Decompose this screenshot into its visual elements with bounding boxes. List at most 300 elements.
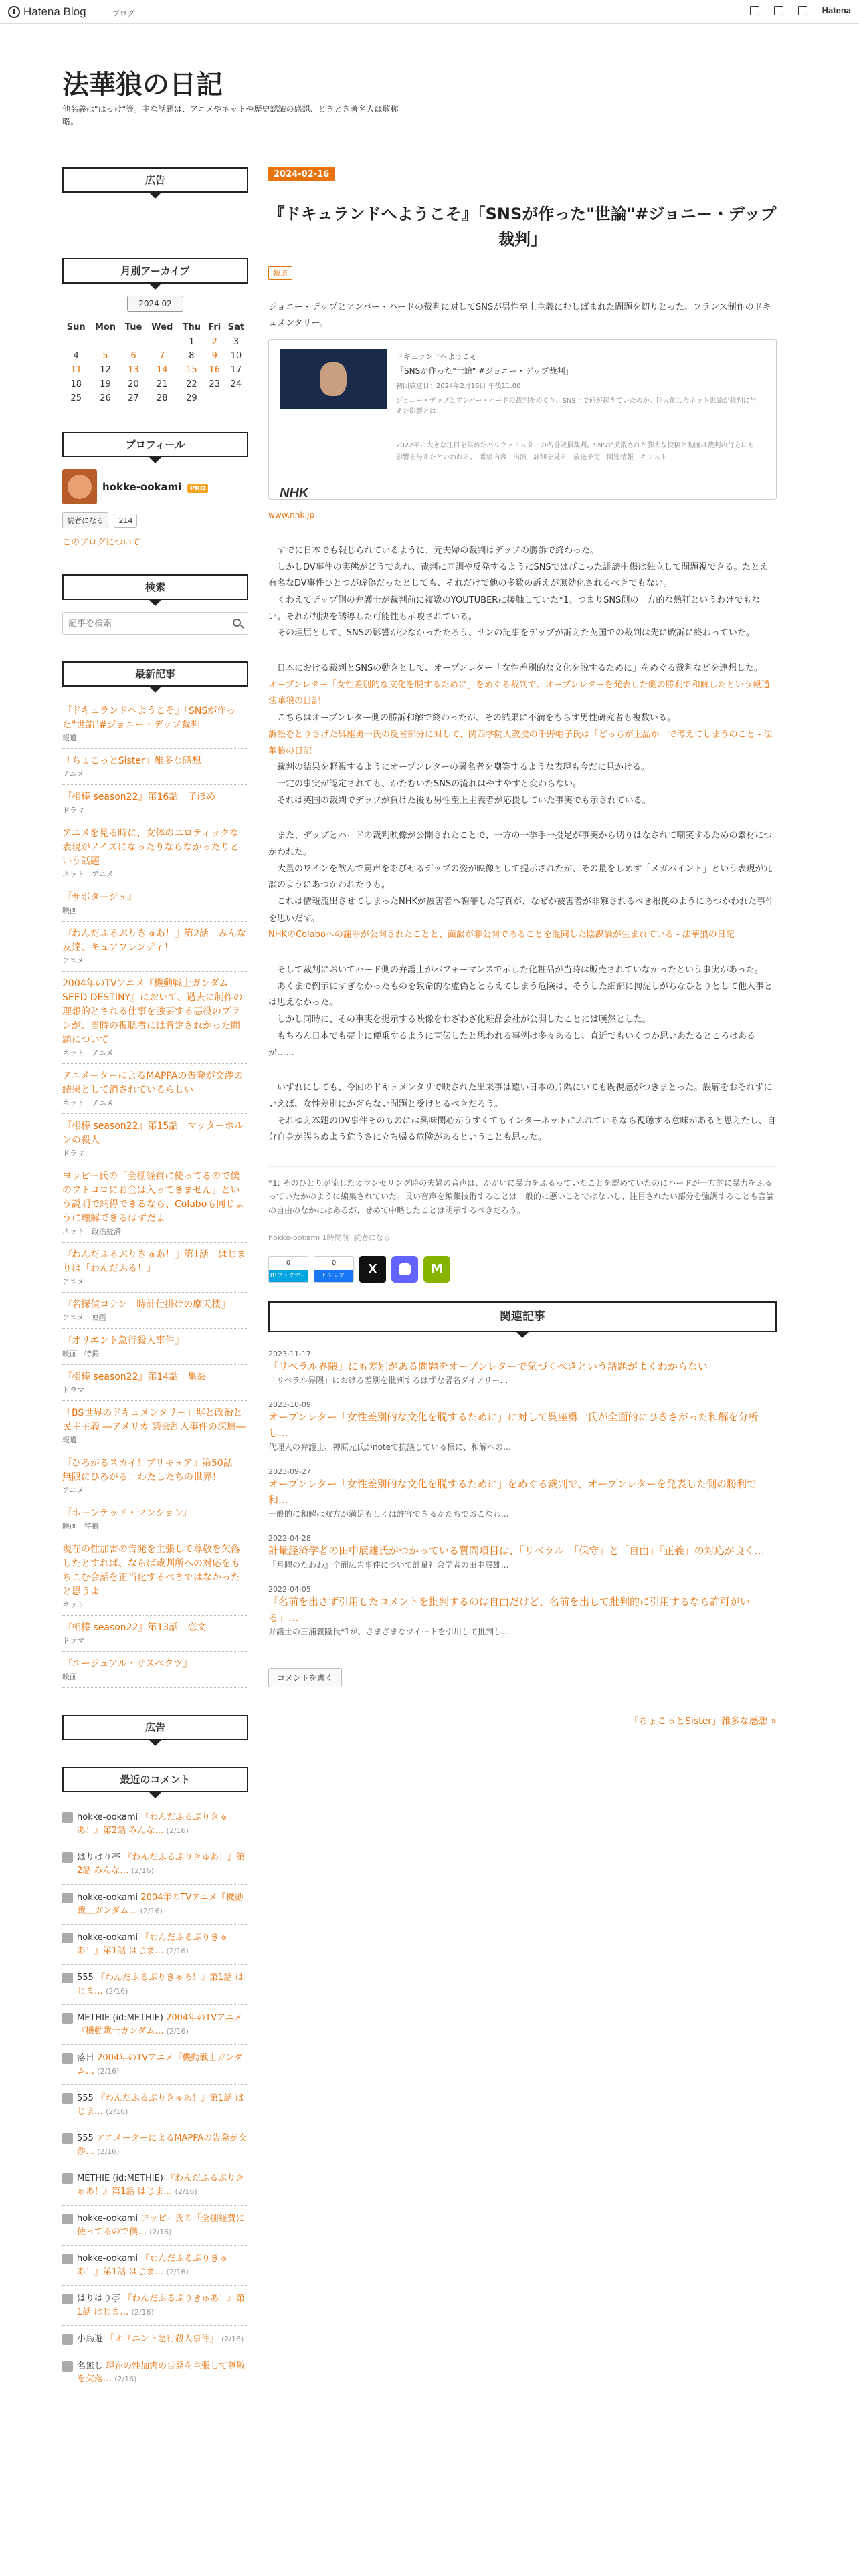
recent-entry-link[interactable]: アニメーターによるMAPPAの告発が交渉の結果として消されているらしい <box>62 1071 244 1095</box>
recent-entry-item <box>62 1243 248 1293</box>
related-entry <box>268 1467 777 1519</box>
recent-entry-link[interactable]: 『相棒 season22』第15話 マッターホルンの殺人 <box>62 1121 244 1146</box>
write-entry-link[interactable] <box>750 6 762 15</box>
comment-user-icon <box>62 1893 73 1903</box>
comment-body <box>77 1811 248 1837</box>
paragraph-gap <box>268 642 777 661</box>
hatena-bookmark-button[interactable] <box>268 1256 308 1292</box>
recent-entry-item <box>62 1064 248 1114</box>
misskey-share-button[interactable]: M <box>423 1256 450 1283</box>
comments-title: 最近のコメント <box>62 1767 248 1792</box>
embed-site: ドキュランドへようこそ <box>396 352 477 362</box>
related-entry <box>268 1350 777 1386</box>
related-entry <box>268 1534 777 1570</box>
reader-button[interactable]: 読者になる <box>62 512 108 528</box>
related-link[interactable]: オープンレター「女性差別的な文化を脱するために」に対して呉座勇一氏が全面的にひきさがった和解を分析し… <box>268 1411 759 1440</box>
comment-entry-link[interactable]: 『わんだふるぷりきゅあ！』第1話 はじま… <box>77 2093 244 2117</box>
entry-paragraph: そして裁判においてハード側の弁護士がパフォーマンスで示した化粧品が当時は販売されていなかったという事実があった。 <box>268 965 763 976</box>
embed-source[interactable]: www.nhk.jp <box>268 510 315 520</box>
ad-title: 広告 <box>62 167 248 193</box>
recent-entry-link[interactable]: 『相棒 season22』第13話 恋文 <box>62 1622 207 1633</box>
blog-title[interactable]: 法華狼の日記 <box>62 70 223 100</box>
calendar-day[interactable]: 8 <box>189 351 195 361</box>
calendar-row <box>62 349 248 363</box>
entry-paragraph: もちろん日本でも売上に便乗するように宣伝したと思われる事例は多々あるし、直近でもいくつか思いあたるところはあるが…… <box>268 1031 756 1058</box>
comment-entry-link[interactable]: 『わんだふるぷりきゅあ！』第2話 みんな… <box>77 1852 246 1876</box>
calendar-day[interactable]: 26 <box>100 393 111 403</box>
dashboard-icon <box>774 6 783 15</box>
recent-entry-item <box>62 749 248 785</box>
comment-entry-link[interactable]: 2004年のTVアニメ『機動戦士ガンダム… <box>77 1893 244 1916</box>
comment-item <box>62 1965 248 2005</box>
recent-entry-category[interactable]: アニメ <box>62 1486 84 1495</box>
calendar-day[interactable]: 16 <box>209 365 220 375</box>
mastodon-share-button[interactable] <box>391 1256 418 1283</box>
entry-paragraph: 一定の事実が認定されても、かたむいたSNSの流れはやすやすと変わらない。 <box>268 778 582 789</box>
recent-entry-link[interactable]: 『ドキュランドへようこそ』「SNSが作った"世論"#ジョニー・デップ裁判」 <box>62 706 236 730</box>
archive-title: 月別アーカイブ <box>62 258 248 284</box>
entry-paragraph: 裁判の結果を軽視するようにオープンレターの署名者を嘲笑するような表現も今だに見かける。 <box>268 762 650 773</box>
embed-desc2: 2022年に大きな注目を集めたハリウッドスターの名誉毀損裁判。SNSで拡散された膨大な投稿と動画は裁判の行方にも影響を与えたといわれる。 番組内容 出演 詳細を見る 放送予定 関連情報 キャスト <box>396 442 755 462</box>
comment-item <box>62 2005 248 2045</box>
calendar-header-cell: Mon <box>94 322 116 332</box>
related-date: 2023-10-09 <box>268 1400 311 1410</box>
calendar-day[interactable]: 29 <box>186 393 197 403</box>
comment-body <box>77 2172 248 2198</box>
entry-paragraph: しかし同時に、その事実を提示する映像をわざわざ化粧品会社が公開したことには嘆然とした。 <box>268 1014 652 1025</box>
related-date: 2023-11-17 <box>268 1350 311 1359</box>
comment-entry-link[interactable]: 『わんだふるぷりきゅあ！』第1話 はじま… <box>77 2294 246 2317</box>
related-snippet: 一般的に和解は双方が満足もしくは許容できるかたちでおこなわ… <box>268 1509 509 1519</box>
profile <box>62 469 248 504</box>
entry-paragraph: それゆえ本題のDV事件そのものには興味関心がうすくてもインターネットにふれているなら視聴する意味があると思えたし、自分自身が誤らぬよう危うさに立ち帰る危険があるということも思った。 <box>268 1115 776 1143</box>
calendar-day[interactable]: 20 <box>128 379 139 389</box>
comment-entry-link[interactable]: 『わんだふるぷりきゅあ！』第1話 はじま… <box>77 1973 244 1996</box>
category-tag[interactable]: 報道 <box>268 266 292 280</box>
recent-entry-item <box>62 1451 248 1501</box>
comment-body <box>77 2212 248 2238</box>
comment-user[interactable]: 名無し <box>77 2361 104 2371</box>
recent-entry-category[interactable]: ドラマ <box>62 1386 84 1394</box>
entry-paragraph: いずれにしても、今回のドキュメンタリで映された出来事は遠い日本の片隅にいても既視感がつきまとった。誤解をおそれずにいえば、女性差別にかぎらない問題と受けとるべきだろう。 <box>268 1083 773 1109</box>
related-entry <box>268 1400 777 1453</box>
related-entry <box>268 1585 777 1637</box>
write-comment-button[interactable]: コメントを書く <box>268 1668 342 1687</box>
calendar-row <box>62 377 248 391</box>
comment-user-icon <box>62 2053 73 2064</box>
profile-title: プロフィール <box>62 432 248 457</box>
calendar-day[interactable]: 19 <box>100 379 111 389</box>
recent-entry-category[interactable]: アニメ 映画 <box>62 1313 106 1322</box>
comment-entry-link[interactable]: 『わんだふるぷりきゅあ！』第1話 はじま… <box>77 2173 245 2197</box>
recent-entry-link[interactable]: 「BS世界のドキュメンタリー」塀と政治と民主主義 ―アメリカ 議会乱入事件の深層― <box>62 1408 246 1432</box>
recent-entry-category[interactable]: 映画 <box>62 906 77 915</box>
comment-item <box>62 2246 248 2286</box>
recent-entry-category[interactable]: ネット アニメ <box>62 870 114 879</box>
recent-entry-category[interactable]: 映画 <box>62 1673 77 1681</box>
calendar-header-cell: Wed <box>151 322 173 332</box>
embed-date: 初回放送日：2024年2月16日 午後11:00 <box>396 383 521 391</box>
recent-entry-link[interactable]: 『オリエント急行殺人事件』 <box>62 1335 184 1346</box>
calendar-header-cell: Sat <box>227 322 245 332</box>
calendar-day[interactable]: 17 <box>230 365 242 375</box>
calendar-day <box>62 335 90 349</box>
bell-icon <box>798 6 807 15</box>
comment-user[interactable]: hokke-ookami <box>77 1933 138 1943</box>
calendar-header-cell: Tue <box>124 322 142 332</box>
calendar-day[interactable]: 23 <box>209 379 220 389</box>
recent-entry-link[interactable]: 『相棒 season22』第14話 亀裂 <box>62 1372 207 1382</box>
blog-description: 他名義は"はっけ"等。主な話題は、アニメやネットや歴史認識の感想、ときどき著名人は敬称略。 <box>62 104 399 127</box>
recent-entry-link[interactable]: 「ちょこっとSister」雑多な感想 <box>62 756 201 766</box>
related-list <box>268 1350 777 1637</box>
paragraph-gap <box>268 944 777 962</box>
about-blog-link[interactable]: このブログについて <box>62 538 140 548</box>
entry-paragraph: また、デップとハードの裁判映像が公開されたことで、一方の一挙手一投足が事実から切りはなされて嘲笑するための素材につかわれた。 <box>268 831 773 857</box>
calendar-day[interactable]: 10 <box>230 351 242 361</box>
recent-entry-category[interactable]: ドラマ <box>62 806 84 815</box>
entry-date[interactable]: 2024-02-16 <box>268 167 335 181</box>
recent-entry-link[interactable]: 『わんだふるぷりきゅあ！』第1話 はじまりは「わんだふる！」 <box>62 1249 246 1274</box>
comment-date: (2/16) <box>97 2066 120 2076</box>
comment-body <box>77 2252 248 2278</box>
comment-user-icon <box>62 2254 73 2264</box>
recent-entry-category[interactable]: 報道 <box>62 734 77 742</box>
comment-item <box>62 1844 248 1885</box>
global-menu[interactable]: ブログ <box>112 9 134 18</box>
entry-paragraph: しかしDV事件の実態がどうであれ、裁判に同調や反発するようにSNSではびこった誹謗中傷は独立して問題視できる。たとえ有名なDV事件ひとつが虚偽だったとしても、それだけで他の多数の訴えが無効化されるべきでもない。 <box>268 562 769 589</box>
related-snippet: 代理人の弁護士、神原元氏がnoteで抗議している様に、和解への… <box>268 1442 512 1453</box>
entry-paragraph: その理屈として、SNSの影響が少なかったたろう、サンの記事をデップが訴えた英国での裁判は先に敗訴に終わっていた。 <box>268 628 755 639</box>
recent-entry-link[interactable]: 『ホーンテッド・マンション』 <box>62 1508 193 1519</box>
calendar-day[interactable]: 12 <box>100 365 111 375</box>
recent-entry-link[interactable]: 『ユージュアル・サスペクツ』 <box>62 1658 193 1669</box>
related-link[interactable]: 「リベラル界隈」にも差別がある問題をオープンレターで気づくべきという話題がよくわからない <box>268 1360 708 1373</box>
embed-desc: ジョニー・デップとアンバー・ハードの裁判をめぐり、SNS上で何が起きていたのか。巨大化したネット世論が裁判に与えた影響とは… <box>396 397 757 416</box>
comment-user[interactable]: 555 <box>77 1973 94 1983</box>
comment-date: (2/16) <box>131 1866 154 1875</box>
recent-module <box>62 661 248 1688</box>
comment-entry-link[interactable]: 『オリエント急行殺人事件』 <box>106 2334 219 2344</box>
comment-body <box>77 2360 248 2386</box>
comment-date: (2/16) <box>166 1946 189 1955</box>
comment-body <box>77 2012 248 2038</box>
blog-card-link[interactable]: NHKのColaboへの謝罪が公開されたことと、面談が非公開であることを混同した陰謀論が生まれている - 法華狼の日記 <box>268 930 735 940</box>
recent-entry-item <box>62 1616 248 1652</box>
comment-date: (2/16) <box>166 2267 189 2276</box>
comment-entry-link[interactable]: 2004年のTVアニメ『機動戦士ガンダム… <box>77 2053 243 2076</box>
recent-entry-category[interactable]: ドラマ <box>62 1149 84 1158</box>
hatena-brand[interactable]: Hatena <box>822 5 851 15</box>
calendar-day[interactable]: 13 <box>128 365 139 375</box>
comment-body <box>77 1891 248 1917</box>
recent-entry-link[interactable]: 『わんだふるぷりきゅあ！』第2話 みんな友達、キュアフレンディ！ <box>62 928 246 953</box>
comment-entry-link[interactable]: 現在の性加害の告発を主張して尊敬を欠落… <box>77 2361 246 2384</box>
fb-count: 0 <box>331 1259 337 1267</box>
reader-count: 214 <box>114 514 137 528</box>
comment-date: (2/16) <box>140 1906 163 1915</box>
related-link[interactable]: オープンレター「女性差別的な文化を脱するために」をめぐる裁判で、オープンレターを発表した側の勝利で和… <box>268 1478 757 1507</box>
recent-entry-item <box>62 885 248 922</box>
ad-space <box>62 205 248 231</box>
blog-card-link[interactable]: 訴訟をとりさげた呉座勇一氏の反省部分に対して、関西学院大教授の千野帽子氏は「どっちが上品か」で考えてしまうのこと - 法華狼の日記 <box>268 729 773 756</box>
calendar-day[interactable]: 14 <box>156 365 168 375</box>
recent-entry-category[interactable]: 映画 特撮 <box>62 1522 99 1531</box>
search-input[interactable] <box>63 613 223 634</box>
comment-date: (2/16) <box>131 2307 154 2317</box>
comment-user[interactable]: METHIE (id:METHIE) <box>77 2173 163 2183</box>
comment-date: (2/16) <box>166 1826 189 1835</box>
calendar-day[interactable]: 3 <box>233 337 240 347</box>
comment-user[interactable]: はりはり亭 <box>77 2294 121 2304</box>
calendar-day[interactable]: 5 <box>102 351 108 361</box>
recent-entry-category[interactable]: ネット アニメ <box>62 1099 114 1107</box>
embed-heading: 「SNSが作った"世論" #ジョニー・デップ裁判」 <box>396 366 573 377</box>
recent-entry-link[interactable]: 現在の性加害の告発を主張して尊敬を欠落したとすれば、ならば裁判所への対応をもちこむ会話を正当化するべきではなかったと思うよ <box>62 1544 240 1597</box>
comment-entry-link[interactable]: 『わんだふるぷりきゅあ！』第1話 はじま… <box>77 1933 228 1956</box>
blog-card-link[interactable]: オープンレター「女性差別的な文化を脱するために」をめぐる裁判で、オープンレターを発表した側の勝利で和解したという報道 - 法華狼の日記 <box>268 679 776 707</box>
comment-user-icon <box>62 1812 73 1823</box>
comment-user-icon <box>62 2334 73 2345</box>
entry-paragraph: あくまで例示にすぎなかったものを致命的な虚偽ととらえてしまう危険は、そうした細部に拘泥しがちなひとりとして他人事とは思えなかった。 <box>268 981 773 1008</box>
profile-name[interactable]: hokke-ookami <box>102 481 182 493</box>
entry-paragraphs <box>268 543 777 1146</box>
recent-entry-category[interactable]: 報道 <box>62 1436 77 1444</box>
calendar-day[interactable]: 6 <box>130 351 136 361</box>
calendar-day[interactable]: 15 <box>186 365 197 375</box>
comment-list <box>62 1804 248 2393</box>
entry-paragraph: 大量のワインを飲んで罵声をあびせるデップの姿が映像として提示されたが、その量をしめす「メガパイント」という表現が冗談のようにあつかわれたりも。 <box>268 863 773 891</box>
comment-user-icon <box>62 2133 73 2144</box>
search-box <box>62 612 248 635</box>
x-share-button[interactable]: X <box>359 1256 386 1283</box>
comment-user-icon <box>62 1973 73 1983</box>
related-date: 2022-04-28 <box>268 1534 311 1543</box>
comment-user-icon <box>62 2214 73 2224</box>
recent-entry-item <box>62 1293 248 1329</box>
bookmark-count: 0 <box>286 1259 291 1267</box>
embed-card[interactable] <box>268 339 777 500</box>
recent-entry-link[interactable]: ヨッピー氏の「全棚経費に使ってるので僕のフトコロにお金は入ってきません」という説明で納得できるなら、Colaboも同じように理解できるはずだよ <box>62 1171 245 1224</box>
comment-user[interactable]: hokke-ookami <box>77 2214 138 2224</box>
comment-body <box>77 2052 248 2078</box>
comment-body <box>77 1971 248 1998</box>
comment-item <box>62 1885 248 1925</box>
calendar-day[interactable]: 1 <box>189 337 195 347</box>
comment-item <box>62 2045 248 2085</box>
recent-entry-item <box>62 1401 248 1451</box>
calendar-day[interactable]: 7 <box>159 351 165 361</box>
comment-body <box>77 2092 248 2118</box>
recent-entry-category[interactable]: ネット 政治経済 <box>62 1227 121 1236</box>
search-icon[interactable] <box>233 619 241 627</box>
nhk-logo: NHK <box>280 486 309 501</box>
comment-date: (2/16) <box>149 2227 172 2236</box>
entry-footer <box>268 1232 777 1243</box>
archive-module <box>62 258 248 405</box>
related-snippet: 弁護士の三浦義隆氏*1が、さまざまなツイートを引用して批判し… <box>268 1627 510 1637</box>
entry-title[interactable]: 『ドキュランドへようこそ』「SNSが作った"世論"#ジョニー・デップ裁判」 <box>268 205 777 249</box>
recent-entry-link[interactable]: 『相棒 season22』第16話 子ほめ <box>62 792 216 802</box>
recent-entry-category[interactable]: ネット <box>62 1600 84 1609</box>
comment-user[interactable]: はりはり亭 <box>77 1852 121 1862</box>
global-header <box>0 0 859 24</box>
calendar-day[interactable]: 22 <box>186 379 197 389</box>
comment-item <box>62 2353 248 2393</box>
comment-entry-link[interactable]: 『わんだふるぷりきゅあ！』第1話 はじま… <box>77 2254 228 2277</box>
related-snippet: 『月曜のたわわ』全面広告事件について計量社会学者の田中辰雄… <box>268 1560 509 1570</box>
calendar-day[interactable]: 27 <box>128 393 139 403</box>
comment-user-icon <box>62 2013 73 2024</box>
comment-body <box>77 1851 248 1877</box>
calendar-day[interactable]: 11 <box>70 365 82 375</box>
entry-paragraph: くわえてデップ側の弁護士が裁判前に複数のYOUTUBERに接触していた*1。つまりSNS側の一方的な熱狂というわけでもない。それが判決を誘導した可能性も示唆されている。 <box>268 595 761 622</box>
global-header-right <box>750 5 851 15</box>
comment-user[interactable]: 555 <box>77 2133 94 2143</box>
recent-entry-category[interactable]: アニメ <box>62 770 84 778</box>
recent-entry-item <box>62 785 248 821</box>
calendar-day <box>121 335 147 349</box>
comment-item <box>62 1925 248 1965</box>
calendar-day[interactable]: 25 <box>70 393 82 403</box>
related-snippet: 「リベラル界隈」における差別を批判するはずな署名ダイアリー… <box>268 1376 508 1386</box>
comment-item <box>62 2286 248 2326</box>
calendar-day <box>205 391 224 405</box>
calendar-row <box>62 335 248 349</box>
comment-user-icon <box>62 2294 73 2304</box>
comment-user-icon <box>62 1933 73 1943</box>
entry-body <box>268 300 777 1217</box>
recent-entry-category[interactable]: アニメ <box>62 956 84 965</box>
recent-entry-item <box>62 699 248 749</box>
recent-entry-item <box>62 821 248 885</box>
comment-entry-link[interactable]: 『わんだふるぷりきゅあ！』第2話 みんな… <box>77 1812 228 1836</box>
calendar-month-select[interactable]: 2024 02 <box>127 296 183 312</box>
dashboard-link[interactable] <box>774 6 786 15</box>
related-title: 関連記事 <box>268 1301 777 1332</box>
comment-user[interactable]: hokke-ookami <box>77 1893 138 1903</box>
entry-paragraph: これは情報流出させてしまったNHKが被害者へ謝罪した写真が、なぜか被害者が非難されるべき根拠のようにあつかわれた事件を思いだす。 <box>268 897 775 924</box>
recent-entry-category[interactable]: アニメ <box>62 1277 84 1286</box>
comment-user[interactable]: 落日 <box>77 2053 95 2063</box>
related-date: 2022-04-05 <box>268 1585 311 1594</box>
comment-item <box>62 2206 248 2246</box>
related-link[interactable]: 「名前を出さず引用したコメントを批判するのは自由だけど、名前を出して批判的に引用するなら許可がいる」… <box>268 1596 751 1624</box>
calendar-header-cell: Thu <box>182 322 201 332</box>
comment-entry-link[interactable]: 2004年のTVアニメ『機動戦士ガンダム… <box>77 2013 243 2036</box>
footer-time[interactable]: 1時間前 <box>322 1233 349 1243</box>
comment-user[interactable]: hokke-ookami <box>77 2254 138 2264</box>
profile-module <box>62 432 248 548</box>
ad-title-2: 広告 <box>62 1715 248 1740</box>
pro-badge: PRO <box>187 484 209 493</box>
share-row <box>268 1256 777 1292</box>
comment-body <box>77 1931 248 1957</box>
comment-user[interactable]: 555 <box>77 2093 94 2103</box>
recent-entry-category[interactable]: ネット アニメ <box>62 1049 114 1057</box>
comment-date: (2/16) <box>106 2107 128 2116</box>
paragraph-gap <box>268 1061 777 1080</box>
calendar-day[interactable]: 4 <box>73 351 79 361</box>
comment-item <box>62 2165 248 2206</box>
pencil-icon <box>750 6 759 15</box>
comment-user-icon <box>62 1852 73 1863</box>
related-link[interactable]: 計量経済学者の田中辰雄氏がつかっている質問項目は、「リベラル」「保守」と「自由」「正義」の対応が良く… <box>268 1545 765 1558</box>
comment-date: (2/16) <box>221 2335 244 2343</box>
fb-label: f シェア <box>314 1270 353 1282</box>
ad-module <box>62 167 248 231</box>
entry-paragraph: それは英国の裁判でデップが負けた後も男性至上主義者が応援していた事実でも示されている。 <box>268 795 651 806</box>
comment-user[interactable]: hokke-ookami <box>77 1812 138 1822</box>
recent-entry-link[interactable]: 『名探偵コナン 時計仕掛けの摩天楼』 <box>62 1299 231 1310</box>
entry-paragraph: こちらはオープンレター側の勝訴和解で終わったが、その結果に不満をもらす男性研究者も複数いる。 <box>268 713 676 724</box>
comment-date: (2/16) <box>106 1986 128 1996</box>
recent-entry-link[interactable]: 『ひろがるスカイ！プリキュア』第50話 無限にひろがる！わたしたちの世界！ <box>62 1458 242 1483</box>
calendar-day[interactable]: 21 <box>156 379 168 389</box>
comment-user[interactable]: 小鳥遊 <box>77 2334 104 2344</box>
recent-entry-item <box>62 1114 248 1164</box>
paragraph-gap <box>268 809 777 828</box>
search-module <box>62 574 248 635</box>
calendar-day[interactable]: 18 <box>70 379 82 389</box>
recent-entry-link[interactable]: アニメを見る時に、女体のエロティックな表現がノイズになったりならなかったりという話題 <box>62 828 240 867</box>
comment-user-icon <box>62 2093 73 2104</box>
comment-date: (2/16) <box>97 2147 120 2156</box>
pager-next-link[interactable]: 「ちょこっとSister」雑多な感想 » <box>629 1716 777 1727</box>
recent-entry-link[interactable]: 『サボタージュ』 <box>62 892 137 903</box>
calendar <box>62 320 248 405</box>
footer-reader[interactable]: 読者になる <box>353 1233 391 1243</box>
comment-body <box>77 2333 248 2346</box>
recent-entry-item <box>62 922 248 972</box>
calendar-day <box>224 391 248 405</box>
bookmark-label: B!ブックマーク <box>269 1270 308 1282</box>
calendar-header-cell: Sun <box>66 322 86 332</box>
calendar-day[interactable]: 24 <box>230 379 242 389</box>
recent-entry-category[interactable]: ドラマ <box>62 1636 84 1645</box>
recent-entry-item <box>62 1365 248 1401</box>
avatar[interactable] <box>62 469 97 504</box>
comment-entry-link[interactable]: ヨッピー氏の「全棚経費に使ってるので僕… <box>77 2214 245 2237</box>
recent-entry-item <box>62 1501 248 1537</box>
recent-entry-link[interactable]: 2004年のTVアニメ『機動戦士ガンダムSEED DESTINY』において、過去に制作の理想的とされる仕事を強要する悪役のプランが、当時の視聴者には肯定されかった問題について <box>62 978 243 1045</box>
comment-date: (2/16) <box>114 2375 137 2383</box>
calendar-day[interactable]: 28 <box>156 393 168 403</box>
calendar-row <box>62 363 248 377</box>
comment-user[interactable]: METHIE (id:METHIE) <box>77 2013 163 2023</box>
comment-entry-link[interactable]: アニメーターによるMAPPAの告発が交渉… <box>77 2133 248 2157</box>
comment-item <box>62 2326 248 2353</box>
recent-entry-category[interactable]: 映画 特撮 <box>62 1350 99 1358</box>
hatena-blog-logo[interactable] <box>8 5 86 19</box>
calendar-day[interactable]: 9 <box>211 351 217 361</box>
sidebar <box>62 167 248 2420</box>
pager <box>268 1714 777 1767</box>
notification-link[interactable] <box>798 6 810 15</box>
calendar-day <box>147 335 179 349</box>
recent-entry-item <box>62 972 248 1064</box>
comment-body <box>77 2132 248 2158</box>
blog-header <box>0 25 859 158</box>
main-content <box>268 167 777 1767</box>
footer-author[interactable]: hokke-ookami <box>268 1233 320 1243</box>
calendar-day <box>90 335 120 349</box>
recent-title: 最新記事 <box>62 661 248 687</box>
calendar-day[interactable]: 2 <box>211 337 217 347</box>
comment-item <box>62 2085 248 2125</box>
entry-intro: ジョニー・デップとアンバー・ハードの裁判に対してSNSが男性至上主義にむしばまれた問題を切りとった、フランス制作のドキュメンタリー。 <box>268 302 771 329</box>
facebook-share-button[interactable] <box>314 1256 354 1283</box>
